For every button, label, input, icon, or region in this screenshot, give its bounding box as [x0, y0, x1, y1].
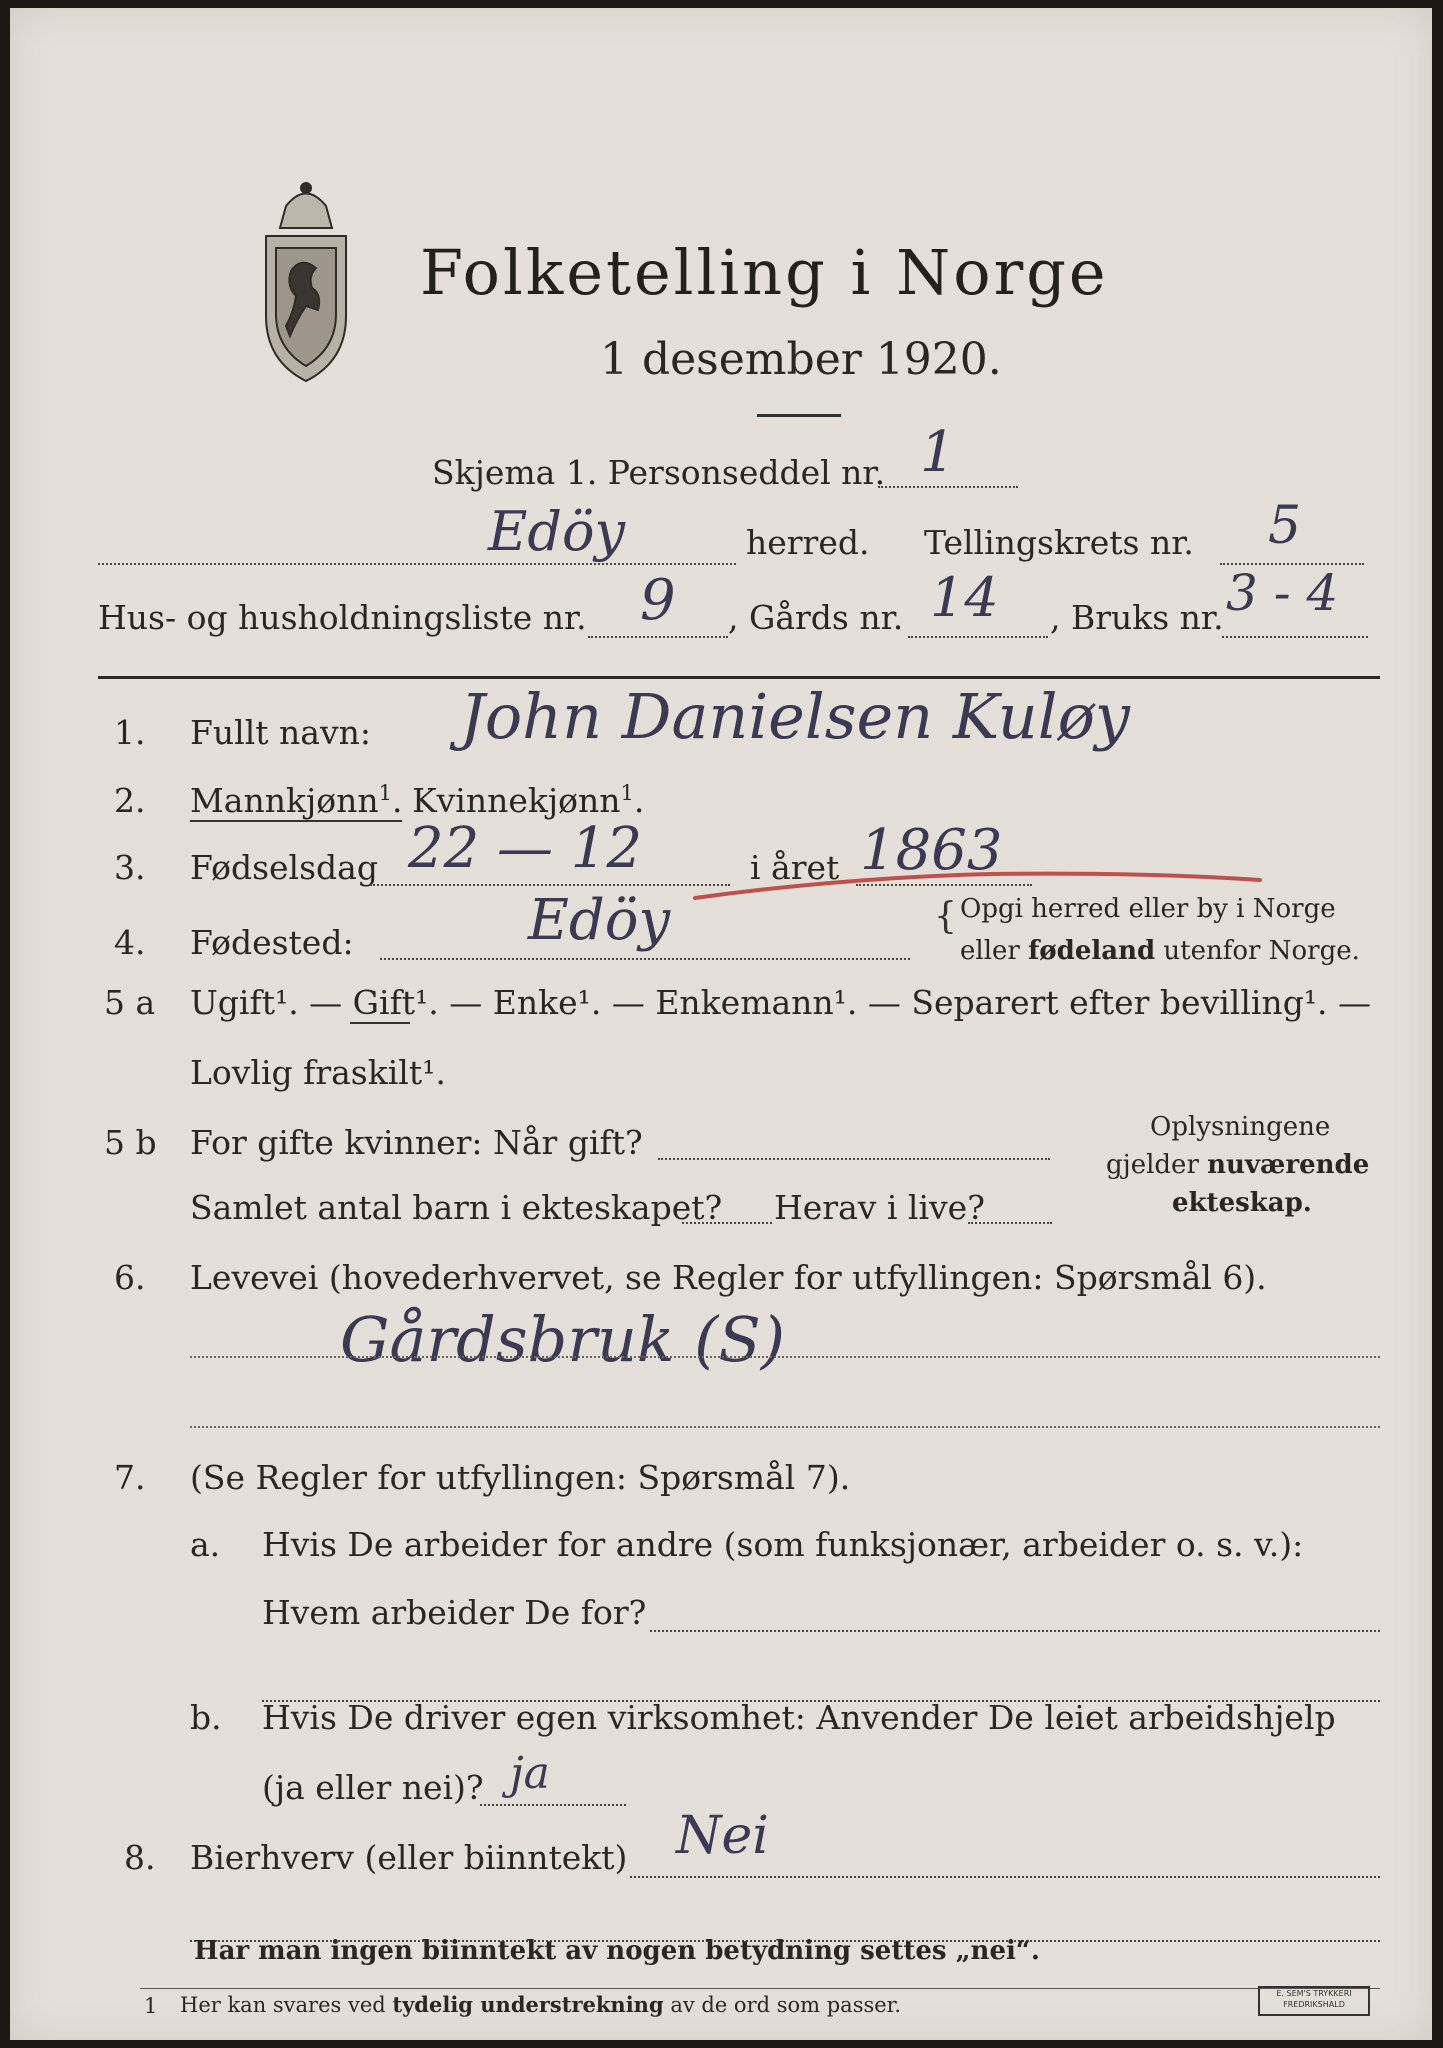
q4-note-pre: eller	[960, 936, 1029, 966]
q7-label: (Se Regler for utfyllingen: Spørsmål 7).	[190, 1458, 851, 1497]
bruks-label: , Bruks nr.	[1050, 598, 1224, 637]
q2-male-label: Mannkjønn	[190, 781, 379, 820]
gards-dotline	[908, 636, 1048, 638]
herred-dotline	[98, 563, 736, 565]
gards-label: , Gårds nr.	[728, 598, 904, 637]
q3-dotline	[370, 884, 730, 886]
footnote-divider	[140, 1988, 1380, 1989]
footnote-bold: tydelig understrekning	[392, 1992, 664, 2017]
form-date: 1 desember 1920.	[600, 334, 1002, 385]
q4-note-line2	[960, 936, 1360, 966]
q8-answer[interactable]: Nei	[676, 1806, 769, 1866]
q5a-gift-underline	[350, 1022, 410, 1024]
q5a-options-line2[interactable]: Lovlig fraskilt¹.	[190, 1053, 446, 1092]
q7a-employer-label: Hvem arbeider De for?	[262, 1593, 647, 1632]
q7-number: 7.	[114, 1458, 146, 1497]
q4-dotline	[380, 958, 910, 960]
q3-label: Fødselsdag	[190, 848, 378, 887]
q5b-note-bold: nuværende	[1207, 1150, 1370, 1180]
q6-dotline-1	[190, 1356, 1380, 1358]
q2-female-label: Kvinnekjønn	[412, 781, 621, 820]
section-divider	[98, 676, 1380, 679]
q4-note-line1: Opgi herred eller by i Norge	[960, 894, 1336, 924]
q4-brace: {	[934, 896, 957, 937]
q3-year-value[interactable]: 1863	[860, 818, 1003, 883]
q5b-children-label: Samlet antal barn i ekteskapet?	[190, 1188, 723, 1227]
q5b-note-pre: gjelder	[1106, 1150, 1208, 1180]
q7a-text: Hvis De arbeider for andre (som funksjonær, arbeider o. s. v.):	[262, 1525, 1304, 1564]
gards-value[interactable]: 14	[930, 566, 999, 629]
q5a-number: 5 a	[104, 983, 156, 1022]
q5b-label: For gifte kvinner: Når gift?	[190, 1123, 643, 1162]
q6-dotline-2	[190, 1426, 1380, 1428]
q7b-yesno-label: (ja eller nei)?	[262, 1768, 484, 1807]
hus-label: Hus- og husholdningsliste nr.	[98, 598, 587, 637]
q8-dotline-1	[630, 1876, 1380, 1878]
bruks-dotline	[1222, 636, 1368, 638]
q7a-letter: a.	[190, 1525, 221, 1564]
q2-female-option[interactable]: Kvinnekjønn$^1$.	[412, 781, 645, 820]
q1-number: 1.	[114, 713, 146, 752]
q1-label: Fullt navn:	[190, 713, 371, 752]
q1-full-name[interactable]: John Danielsen Kuløy	[460, 680, 1130, 753]
q8-number: 8.	[124, 1838, 156, 1877]
q5b-note-line2	[1106, 1150, 1369, 1180]
q4-note-bold: fødeland	[1028, 936, 1156, 966]
q4-note-post: utenfor Norge.	[1155, 936, 1360, 966]
q5b-note-line3: ekteskap.	[1172, 1188, 1312, 1218]
hus-value[interactable]: 9	[640, 568, 676, 633]
footnote-text	[180, 1992, 901, 2017]
footer-note: Har man ingen biinntekt av nogen betydning settes „nei“.	[194, 1936, 1040, 1966]
skjema-dotline	[878, 486, 1018, 488]
q7b-text: Hvis De driver egen virksomhet: Anvender De leiet arbeidshjelp	[262, 1698, 1336, 1737]
hus-dotline	[588, 636, 728, 638]
q4-number: 4.	[114, 923, 146, 962]
skjema-value[interactable]: 1	[920, 420, 956, 485]
q6-occupation-value[interactable]: Gårdsbruk (S)	[340, 1303, 786, 1376]
q8-label: Bierhverv (eller biinntekt)	[190, 1838, 628, 1877]
q7b-dotline	[480, 1804, 626, 1806]
footnote-pre: Her kan svares ved	[180, 1993, 393, 2017]
q4-birthplace-value[interactable]: Edöy	[528, 888, 671, 953]
q7b-answer[interactable]: ja	[510, 1748, 550, 1799]
skjema-label: Skjema 1. Personseddel nr.	[432, 453, 886, 492]
printer-place: FREDRIKSHALD	[1283, 2000, 1345, 2009]
herred-value[interactable]: Edöy	[488, 500, 626, 563]
q5b-number: 5 b	[104, 1123, 157, 1162]
herred-label: herred.	[746, 523, 870, 562]
q5b-married-dotline	[658, 1158, 1050, 1160]
printer-name: E. SEM'S TRYKKERI	[1276, 1989, 1352, 1998]
q5b-note-line1: Oplysningene	[1150, 1112, 1331, 1142]
coat-of-arms-icon	[246, 176, 366, 386]
q5b-children-dotline	[682, 1222, 772, 1224]
tellingskrets-label: Tellingskrets nr.	[924, 523, 1194, 562]
q5b-alive-label: Herav i live?	[774, 1188, 985, 1227]
q2-number: 2.	[114, 781, 146, 820]
bruks-value[interactable]: 3 - 4	[1226, 564, 1339, 622]
q3-year-label: i året	[750, 848, 840, 887]
tellingskrets-value[interactable]: 5	[1268, 496, 1302, 556]
q6-label: Levevei (hovederhvervet, se Regler for utfyllingen: Spørsmål 6).	[190, 1258, 1267, 1297]
title-divider	[757, 414, 841, 417]
q7b-letter: b.	[190, 1698, 222, 1737]
q4-label: Fødested:	[190, 923, 354, 962]
q6-number: 6.	[114, 1258, 146, 1297]
q3-number: 3.	[114, 848, 146, 887]
q3-birthday-value[interactable]: 22 — 12	[408, 816, 643, 881]
footnote-marker: 1	[144, 1994, 158, 2018]
form-title: Folketelling i Norge	[420, 236, 1109, 309]
q2-male-option[interactable]: Mannkjønn$^1$.	[190, 781, 403, 820]
q5a-options[interactable]: Ugift¹. — Gift¹. — Enke¹. — Enkemann¹. — Separert efter bevilling¹. —	[190, 983, 1372, 1022]
printer-stamp	[1258, 1986, 1370, 2016]
q5b-alive-dotline	[968, 1222, 1052, 1224]
q7a-dotline-1	[650, 1630, 1380, 1632]
census-form	[10, 8, 1432, 2040]
footnote-post: av de ord som passer.	[663, 1993, 902, 2017]
